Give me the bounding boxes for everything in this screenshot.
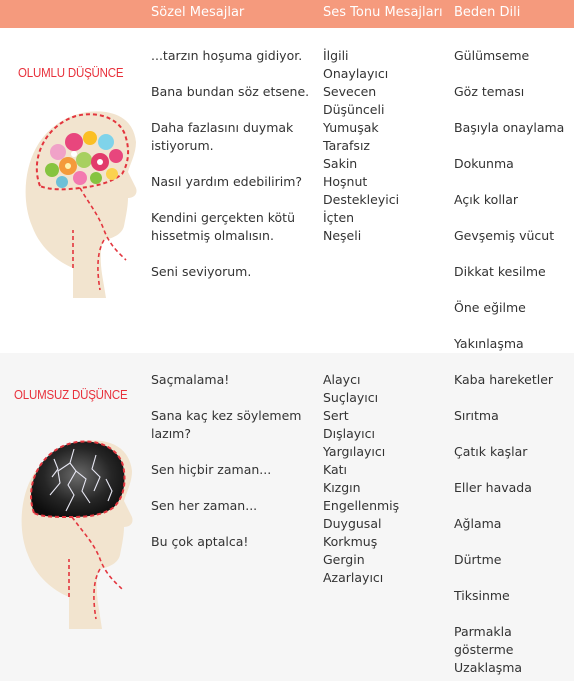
tone-item: Engellenmiş [323,498,400,513]
tone-item: Azarlayıcı [323,570,384,585]
positive-verbal-item: Kendini gerçekten kötü hissetmiş olmalısın. [151,210,296,243]
positive-body-item: Dokunma [454,156,514,171]
negative-verbal-item: Sen her zaman... [151,498,258,513]
tone-item: Düşünceli [323,102,385,117]
negative-verbal-item: Saçmalama! [151,372,230,387]
tone-item: Kızgın [323,480,361,495]
header-body-language: Beden Dili [454,5,521,20]
tone-item: Katı [323,462,348,477]
positive-verbal-item: Nasıl yardım edebilirim? [151,174,303,189]
negative-body-item: Parmakla gösterme [454,624,514,657]
negative-body-item: Ağlama [454,516,502,531]
positive-body-item: Öne eğilme [454,300,526,315]
positive-body-item: Gevşemiş vücut [454,228,555,243]
negative-body-item: Eller havada [454,480,532,495]
positive-body-item: Gülümseme [454,48,530,63]
tone-item: Tarafsız [323,138,370,153]
positive-tone-list [323,47,443,245]
tone-item: Suçlayıcı [323,390,379,405]
head-with-flowers-icon [18,90,143,300]
positive-verbal-item: Daha fazlasını duymak istiyorum. [151,120,294,153]
tone-item: Dışlayıcı [323,426,375,441]
negative-body-item: Çatık kaşlar [454,444,528,459]
tone-item: Sakin [323,156,358,171]
tone-item: Sevecen [323,84,377,99]
positive-body-item: Başıyla onaylama [454,120,565,135]
positive-body-item: Göz teması [454,84,525,99]
tone-item: İlgili [323,48,349,63]
tone-item: Alaycı [323,372,361,387]
tone-item: Yumuşak [323,120,379,135]
positive-verbal-item: ...tarzın hoşuma gidiyor. [151,48,303,63]
tone-item: Duygusal [323,516,382,531]
negative-verbal-item: Sen hiçbir zaman... [151,462,272,477]
tone-item: Neşeli [323,228,362,243]
positive-title: OLUMLU DÜŞÜNCE [18,66,124,80]
negative-body-item: Dürtme [454,552,502,567]
tone-item: İçten [323,210,355,225]
positive-verbal-item: Bana bundan söz etsene. [151,84,310,99]
negative-section [0,353,574,681]
tone-item: Yargılayıcı [323,444,386,459]
negative-title: OLUMSUZ DÜŞÜNCE [14,388,128,402]
header-verbal-messages: Sözel Mesajlar [151,5,245,20]
negative-body-item: Sırıtma [454,408,499,423]
table-header [0,0,574,28]
negative-verbal-item: Sana kaç kez söylemem lazım? [151,408,302,441]
tone-item: Korkmuş [323,534,378,549]
negative-verbal-item: Bu çok aptalca! [151,534,249,549]
tone-item: Gergin [323,552,365,567]
negative-body-item: Kaba hareketler [454,372,554,387]
negative-tone-list [323,371,443,587]
tone-item: Hoşnut [323,174,368,189]
tone-item: Destekleyici [323,192,400,207]
header-tone-messages: Ses Tonu Mesajları [323,5,443,20]
head-with-lightning-icon [14,419,139,631]
positive-body-item: Yakınlaşma [454,336,524,351]
tone-item: Sert [323,408,349,423]
positive-verbal-item: Seni seviyorum. [151,264,252,279]
negative-body-item: Tiksinme [454,588,510,603]
positive-body-item: Dikkat kesilme [454,264,546,279]
positive-section [0,28,574,353]
tone-item: Onaylayıcı [323,66,389,81]
negative-body-item: Uzaklaşma [454,660,523,675]
positive-body-item: Açık kollar [454,192,519,207]
